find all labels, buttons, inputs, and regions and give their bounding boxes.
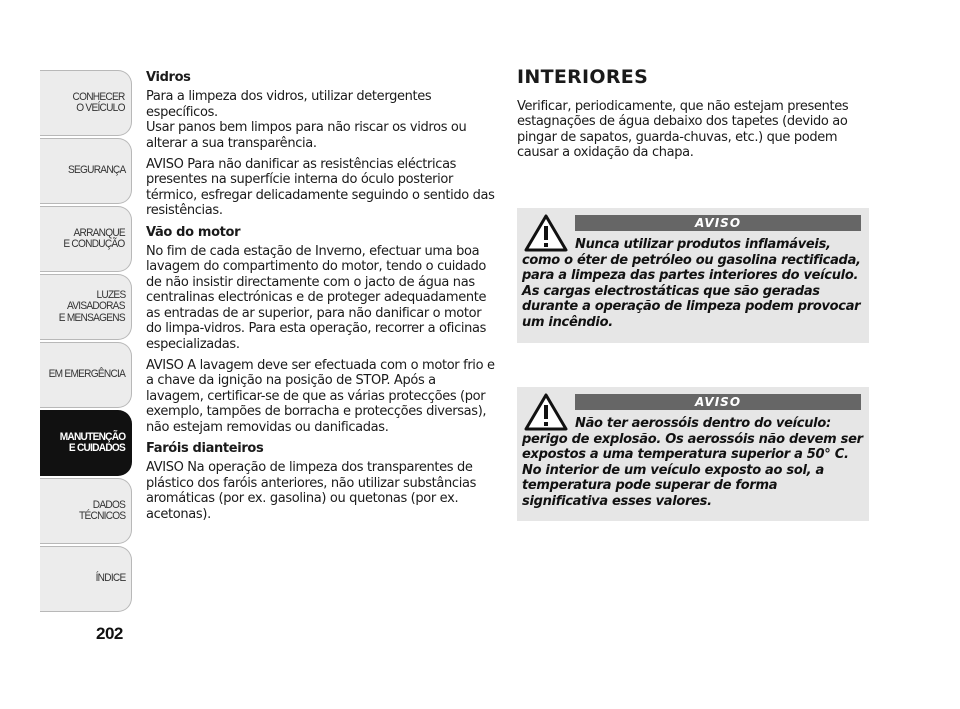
tab-arranque-e-conducao[interactable] — [40, 206, 132, 272]
paragraph: AVISO A lavagem deve ser efectuada com o motor frio e a chave da ignição na posição de STOP. Após a lavagem, certificar-se de que as várias protecções (por exemplo, tampões de borracha e protecções diversas), não estejam removidas ou danificadas. — [146, 357, 495, 435]
tab-label: DADOS — [92, 498, 125, 511]
tab-label: E CUIDADOS — [68, 442, 125, 454]
right-column — [517, 66, 869, 161]
section-heading-farois: Faróis dianteiros — [146, 440, 264, 456]
warning-box — [517, 387, 869, 521]
tab-label: ÍNDICE — [95, 572, 125, 585]
tab-dados-tecnicos[interactable] — [40, 478, 132, 544]
tab-em-emergencia[interactable] — [40, 342, 132, 408]
paragraph: AVISO Na operação de limpeza dos transparentes de plástico dos faróis anteriores, não utilizar substâncias aromáticas (por ex. gasolina) ou quetonas (por ex. acetonas). — [146, 460, 477, 522]
warning-text: Nunca utilizar produtos inflamáveis, como o éter de petróleo ou gasolina rectificada, para a limpeza das partes interiores do veículo. As cargas electrostáticas que são geradas durante a operação de limpeza podem provocar um incêndio. — [522, 237, 861, 330]
intro-paragraph: Verificar, periodicamente, que não estejam presentes estagnações de água debaixo dos tapetes (devido ao pingar de sapatos, guarda-chuvas, etc.) que podem causar a oxidação da chapa. — [517, 99, 849, 161]
left-column — [146, 70, 496, 528]
tab-label: E CONDUÇÃO — [63, 238, 125, 250]
page-number: 202 — [96, 624, 123, 643]
tab-luzes-avisadoras[interactable] — [40, 274, 132, 340]
tab-label: E MENSAGENS — [58, 311, 125, 324]
warning-label: AVISO — [575, 394, 861, 410]
tab-label: ARRANQUE — [73, 226, 125, 239]
tab-label: MANUTENÇÃO — [59, 430, 125, 443]
tab-label: SEGURANÇA — [67, 164, 125, 177]
paragraph: Usar panos bem limpos para não riscar os vidros ou alterar a sua transparência. — [146, 120, 467, 151]
warning-label: AVISO — [575, 215, 861, 231]
section-heading-vao-do-motor: Vão do motor — [146, 224, 241, 240]
paragraph: AVISO Para não danificar as resistências eléctricas presentes na superfície interna do óculo posterior térmico, esfregar delicadamente seguindo o sentido das resistências. — [146, 157, 495, 219]
tab-label: O VEÍCULO — [76, 102, 125, 114]
tab-indice[interactable] — [40, 546, 132, 612]
tab-label: CONHECER — [72, 90, 125, 103]
paragraph: No fim de cada estação de Inverno, efectuar uma boa lavagem do compartimento do motor, tendo o cuidado de não insistir directamente com o jacto de água nas centralinas electrónicas e de proteger adequadamente as entradas de ar superior, para não danificar o motor do limpa-vidros. Para esta operação, recorrer a oficinas especializadas. — [146, 244, 487, 352]
section-heading-vidros: Vidros — [146, 70, 191, 85]
paragraph: Para a limpeza dos vidros, utilizar detergentes específicos. — [146, 89, 432, 120]
warning-text: Não ter aerossóis dentro do veículo: perigo de explosão. Os aerossóis não devem ser expostos a uma temperatura superior a 50° C. No interior de um veículo exposto ao sol, a temperatura pode superar de forma significativa esses valores. — [522, 416, 863, 509]
tab-label: EM EMERGÊNCIA — [48, 368, 125, 381]
tab-manutencao-e-cuidados[interactable] — [40, 410, 132, 476]
section-title-interiores: INTERIORES — [517, 66, 649, 88]
warning-box — [517, 208, 869, 343]
tab-label: AVISADORAS — [67, 300, 125, 313]
tab-label: TÉCNICOS — [78, 510, 125, 522]
tab-label: LUZES — [96, 288, 125, 301]
tab-seguranca[interactable] — [40, 138, 132, 204]
tab-conhecer-o-veiculo[interactable] — [40, 70, 132, 136]
